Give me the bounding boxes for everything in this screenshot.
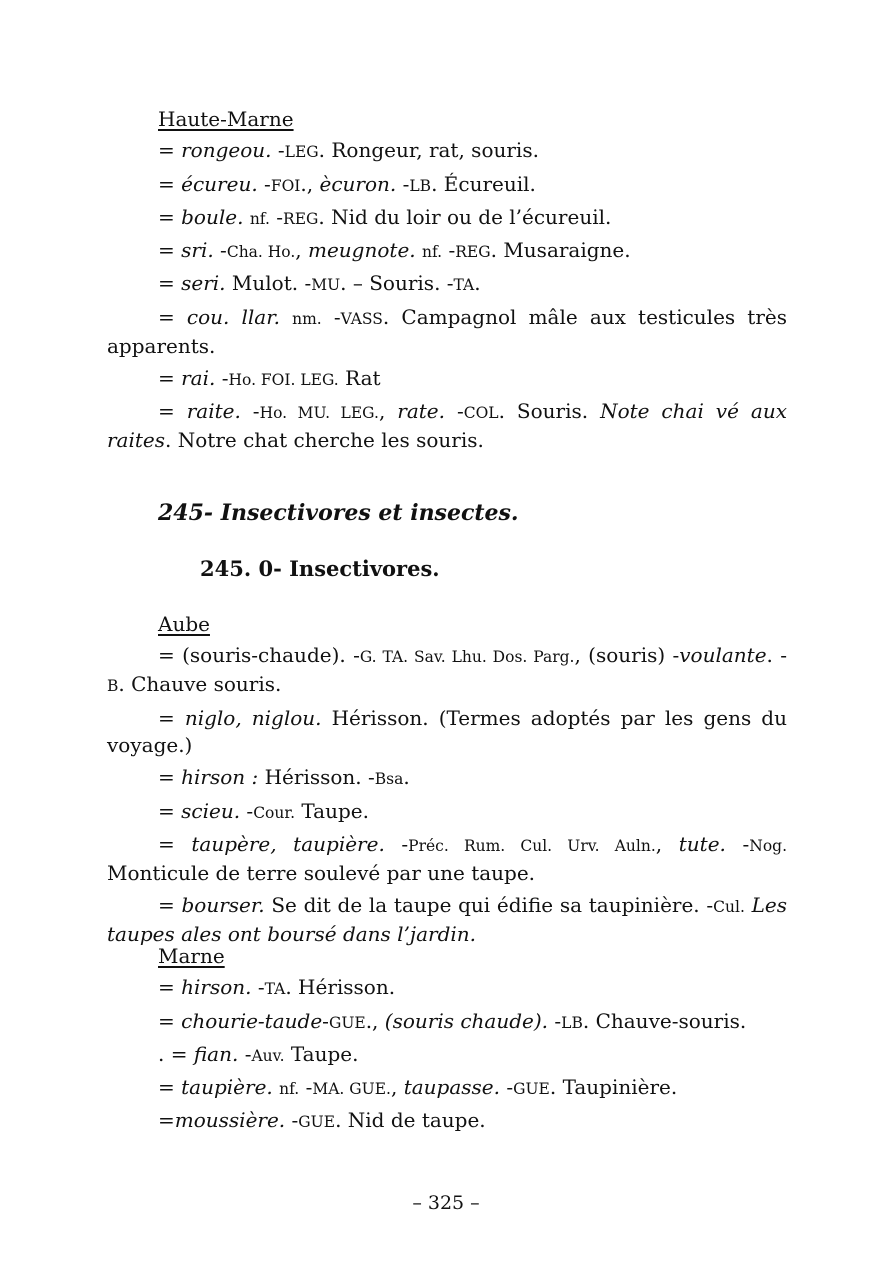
- subsection-title: 245. 0- Insectivores.: [200, 556, 440, 581]
- section-aube: [107, 611, 787, 953]
- entry-bourser: = bourser. Se dit de la taupe qui édifie sa taupinière. -Cul. Les taupes ales ont boursé dans l’jardin.: [107, 892, 788, 946]
- entry-moussiere: =moussière. -GUE. Nid de taupe.: [158, 1108, 486, 1133]
- entry-rongeou: = rongeou. -LEG. Rongeur, rat, souris.: [158, 138, 539, 163]
- entry-coullar: = cou. llar. nm. -VASS. Campagnol mâle aux testicules très apparents.: [107, 304, 788, 358]
- section-title: 245- Insectivores et insectes.: [158, 500, 519, 526]
- entry-taupere: = taupère, taupière. -Préc. Rum. Cul. Urv. Auln., tute. -Nog. Monticule de terre soulevé par une taupe.: [107, 831, 787, 885]
- entry-raite: = raite. -Ho. MU. LEG., rate. -COL. Souris. Note chai vé aux raites. Notre chat cherche les souris.: [107, 399, 787, 453]
- entry-niglo: = niglo, niglou. Hérisson. (Termes adoptés par les gens du voyage.): [107, 706, 787, 758]
- region-heading: Aube: [158, 612, 210, 636]
- page-number: – 325 –: [412, 1192, 480, 1214]
- entry-boule: = boule. nf. -REG. Nid du loir ou de l’écureuil.: [158, 204, 612, 229]
- entry-seri: = seri. Mulot. -MU. – Souris. -TA.: [158, 271, 481, 296]
- entry-scieu: = scieu. -Cour. Taupe.: [158, 798, 369, 823]
- entry-taupiere: = taupière. nf. -MA. GUE., taupasse. -GUE. Taupinière.: [158, 1075, 678, 1100]
- entry-ecureu: = écureu. -FOI., ècuron. -LB. Écureuil.: [158, 171, 536, 196]
- entry-chourie-taude: = chourie-taude-GUE., (souris chaude). -LB. Chauve-souris.: [158, 1008, 747, 1033]
- entry-hirson: = hirson : Hérisson. -Bsa.: [158, 765, 410, 790]
- entry-fian: . = fian. -Auv. Taupe.: [158, 1041, 359, 1066]
- section-haute-marne: [107, 106, 787, 459]
- section-marne: [107, 943, 787, 1141]
- entry-hirson-marne: = hirson. -TA. Hérisson.: [158, 975, 396, 1000]
- region-heading: Haute-Marne: [158, 107, 294, 131]
- entry-sri: = sri. -Cha. Ho., meugnote. nf. -REG. Musaraigne.: [158, 238, 631, 263]
- entry-rai: = rai. -Ho. FOI. LEG. Rat: [158, 365, 381, 390]
- region-heading: Marne: [158, 944, 225, 968]
- entry-souris-chaude: = (souris-chaude). -G. TA. Sav. Lhu. Dos. Parg., (souris) -voulante. -B. Chauve souris.: [107, 643, 787, 697]
